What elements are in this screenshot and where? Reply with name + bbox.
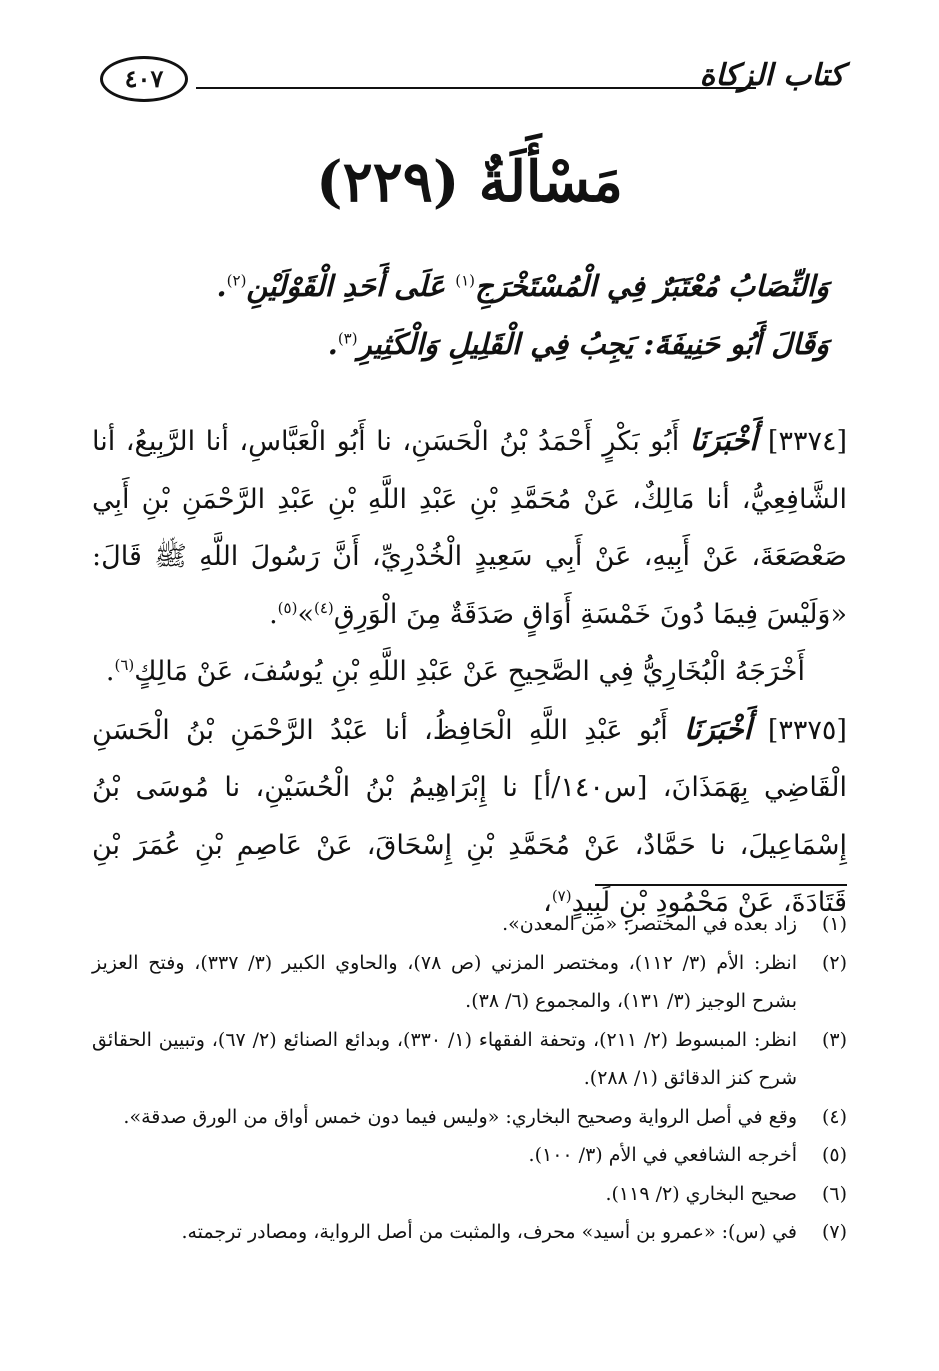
footnote-number: (٤) — [821, 1105, 847, 1128]
masala-heading: مَسْأَلَةٌ (٢٢٩) — [316, 149, 623, 215]
footnote-number: (٥) — [821, 1144, 847, 1166]
footnote-item — [92, 1098, 847, 1137]
hadith-number: [٣٣٧٤] — [767, 426, 848, 457]
matn-line-1 — [100, 264, 829, 308]
akhbarana-word: أَخْبَرَنَا — [689, 423, 758, 457]
matn-punct: . — [216, 269, 227, 303]
footnote-number: (٦) — [821, 1182, 847, 1205]
footnote-ref: (٥) — [277, 598, 298, 617]
akhbarana-word: أَخْبَرَنَا — [684, 711, 752, 746]
footnote-ref: (٣) — [337, 329, 358, 348]
matn-line-2 — [100, 322, 829, 366]
page-number: ٤٠٧ — [100, 56, 188, 102]
page-header — [100, 50, 844, 110]
hadith-number: [٣٣٧٥] — [767, 714, 847, 746]
footnote-ref: (٤) — [313, 598, 334, 617]
isnad-text: أَبُو بَكْرٍ أَحْمَدُ بْنُ الْحَسَنِ، نا أَبُو الْعَبَّاسِ، أنا الرَّبِيعُ، أنا الشَّافِعِيُّ، أنا مَالِكٌ، عَنْ مُحَمَّدِ بْنِ عَبْدِ اللَّهِ بْنِ عَبْدِ الرَّحْمَنِ بْنِ أَبِي صَعْصَعَةَ، عَنْ أَبِيهِ، عَنْ أَبِي سَعِيدٍ الْخُدْرِيِّ، أَنَّ رَسُولَ اللَّهِ ﷺ قَالَ: «وَلَيْسَ فِيمَا دُونَ خَمْسَةِ أَوَاقٍ صَدَقَةٌ مِنَ الْوَرِقِ — [92, 426, 847, 630]
matn-text: وَقَالَ أَبُو حَنِيفَةَ: يَجِبُ فِي الْقَلِيلِ وَالْكَثِيرِ — [357, 327, 829, 361]
hadith-paragraph-3374 — [92, 412, 847, 643]
footnote-number: (٧) — [821, 1221, 847, 1243]
footnote-ref: (٦) — [114, 656, 135, 674]
takhrij-text: أَخْرَجَهُ الْبُخَارِيُّ فِي الصَّحِيحِ عَنْ عَبْدِ اللَّهِ بْنِ يُوسُفَ، عَنْ مَالِكٍ — [134, 656, 805, 687]
footnote-item — [92, 1213, 847, 1252]
matn-text: وَالنِّصَابُ مُعْتَبَرٌ فِي الْمُسْتَخْرَجِ — [474, 269, 829, 303]
paragraph-punct: . — [105, 656, 115, 687]
paragraph-punct: . — [269, 598, 278, 630]
footnote-text: أخرجه الشافعي في الأم (٣/ ١٠٠). — [528, 1144, 797, 1166]
footnote-item — [92, 905, 847, 944]
footnotes — [92, 905, 847, 1252]
footnote-ref: (٢) — [226, 271, 247, 290]
matn-text: عَلَى أَحَدِ الْقَوْلَيْنِ — [246, 269, 456, 303]
paragraph-punct: ، — [543, 887, 552, 918]
isnad-text: أَبُو عَبْدِ اللَّهِ الْحَافِظُ، أنا عَبْدُ الرَّحْمَنِ بْنُ الْحَسَنِ الْقَاضِي بِهَمَذَانَ، [س١٤٠/أ] نا إِبْرَاهِيمُ بْنُ الْحُسَيْنِ، نا مُوسَى بْنُ إِسْمَاعِيلَ، نا حَمَّادٌ، عَنْ مُحَمَّدِ بْنِ إِسْحَاقَ، عَنْ عَاصِمِ بْنِ عُمَرَ بْنِ قَتَادَةَ، عَنْ مَحْمُودِ بْنِ لَبِيدٍ — [92, 714, 847, 918]
footnote-text: وقع في أصل الرواية وصحيح البخاري: «وليس فيما دون خمس أواق من الورق صدقة». — [123, 1105, 797, 1128]
footnote-text: انظر: المبسوط (٢/ ٢١١)، وتحفة الفقهاء (١/ ٣٣٠)، وبدائع الصنائع (٢/ ٦٧)، وتبيين الحقائق شرح كنز الدقائق (١/ ٢٨٨). — [92, 1028, 797, 1089]
header-rule — [196, 87, 756, 89]
footnote-item — [92, 1021, 847, 1098]
quote-close: » — [297, 598, 314, 630]
footnote-number: (٢) — [821, 951, 847, 974]
footnote-text: زاد بعده في المختصر: «من المعدن». — [502, 913, 797, 935]
footnote-number: (٣) — [821, 1028, 847, 1051]
book-title: كتاب الزكاة — [699, 58, 844, 93]
footnote-ref: (١) — [455, 271, 475, 290]
footnote-number: (١) — [821, 913, 847, 935]
takhrij-paragraph — [92, 643, 847, 701]
footnote-separator — [595, 884, 847, 886]
hadith-body — [92, 412, 847, 932]
matn-punct: . — [327, 327, 338, 361]
footnote-ref: (٧) — [551, 887, 572, 905]
footnote-item — [92, 944, 847, 1021]
hadith-paragraph-3375 — [92, 701, 847, 932]
footnote-item — [92, 1175, 847, 1214]
footnote-text: صحيح البخاري (٢/ ١١٩). — [605, 1182, 797, 1205]
footnote-item — [92, 1136, 847, 1175]
footnote-text: في (س): «عمرو بن أسيد» محرف، والمثبت من أصل الرواية، ومصادر ترجمته. — [181, 1221, 797, 1243]
footnote-text: انظر: الأم (٣/ ١١٢)، ومختصر المزني (ص ٧٨)، والحاوي الكبير (٣/ ٣٣٧)، وفتح العزيز بشرح الوجيز (٣/ ١٣١)، والمجموع (٦/ ٣٨). — [92, 951, 797, 1012]
